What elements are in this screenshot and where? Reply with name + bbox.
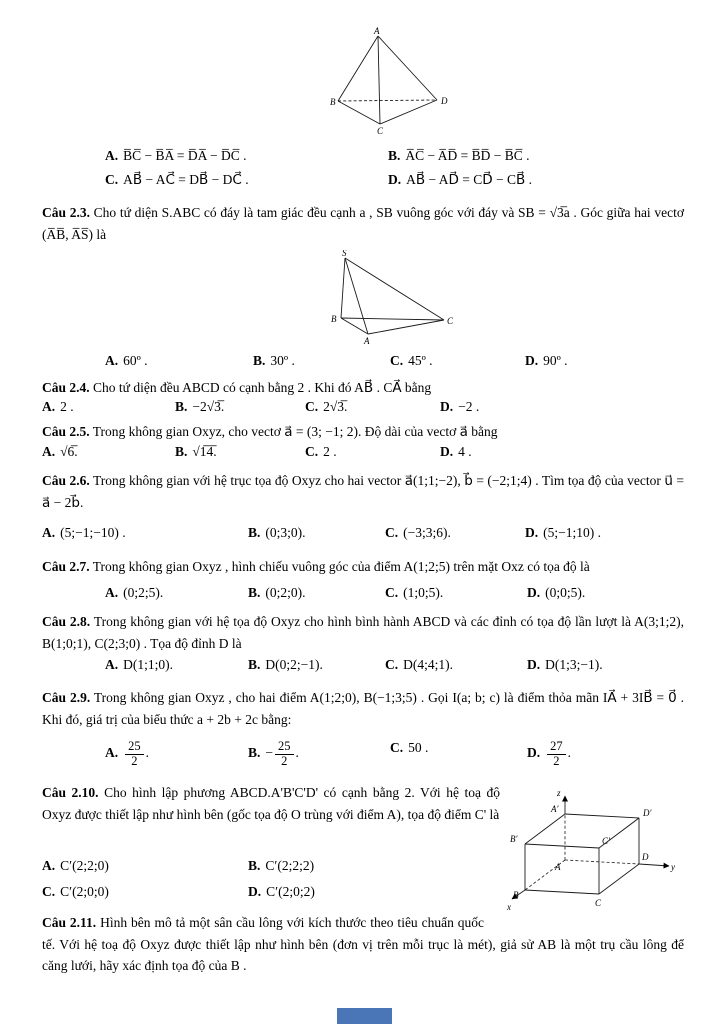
q28-options-row [0, 657, 724, 679]
option-text: √1̅4̅. [192, 444, 217, 459]
question-number: Câu 2.5. [42, 424, 90, 439]
question-number: Câu 2.6. [42, 473, 90, 488]
question-number: Câu 2.11. [42, 915, 97, 930]
option-text: AB⃗ − AC⃗ = DB⃗ − DC⃗ . [123, 172, 249, 187]
question-text: Cho hình lập phương ABCD.A'B'C'D' có cạnh bằng 2. Với hệ toạ độ Oxyz được thiết lập như hình bên (gốc tọa độ O trùng với điểm A), tọa độ điểm C' là [42, 785, 500, 822]
option-text: D(1;1;0). [123, 657, 173, 672]
option-text: √6̅. [60, 444, 78, 459]
vertex-label-b: B [331, 314, 337, 324]
option-text: D(4;4;1). [403, 657, 453, 672]
axis-label-x: x [507, 902, 511, 912]
vertex-label-b: B [513, 890, 519, 900]
q24-option-a [42, 399, 74, 415]
option-label: D. [388, 172, 402, 187]
option-label: C. [390, 740, 404, 755]
option-label: B. [175, 399, 188, 414]
option-label: B. [248, 858, 261, 873]
option-text: (5;−1;−10) . [60, 525, 126, 540]
question-text: Hình bên mô tả một sân cầu lông với kích thước theo tiêu chuẩn quốc tế. Với hệ toạ độ Oxyz được thiết lập như hình bên (đơn vị trên mỗi trục là mét), giả sử AB là một trụ cầu lông để căng lưới, hãy xác định tọa độ của B . [42, 915, 684, 973]
question-number: Câu 2.3. [42, 205, 90, 220]
question-2-5 [42, 421, 684, 443]
option-label: A. [105, 657, 119, 672]
option-label: C. [305, 399, 319, 414]
q22-option-d [388, 172, 532, 188]
option-text: . [295, 745, 299, 761]
fraction-denominator: 2 [281, 753, 288, 768]
option-text: 2 . [323, 444, 337, 459]
cube-visible-edges [525, 814, 639, 894]
q27-options-row [0, 585, 724, 607]
option-text: D(1;3;−1). [545, 657, 603, 672]
q210-option-a [42, 858, 109, 874]
question-2-4 [42, 377, 684, 399]
question-text: Trong không gian với hệ tọa độ Oxyz cho hình bình hành ABCD và các đỉnh có tọa độ lần lượt là A(3;1;2), B(1;0;1), C(2;3;0) . Tọa độ đỉnh D là [42, 614, 684, 651]
question-number: Câu 2.4. [42, 380, 90, 395]
vertex-label-a: A [364, 336, 370, 346]
q28-option-a [105, 657, 173, 673]
question-2-6 [42, 470, 684, 513]
option-text: (−3;3;6). [403, 525, 451, 540]
q29-option-b [248, 740, 299, 768]
fraction [547, 740, 566, 768]
option-label: A. [42, 525, 56, 540]
q27-option-b [248, 585, 306, 601]
option-label: D. [527, 657, 541, 672]
q26-option-c [385, 525, 451, 541]
question-text: Trong không gian với hệ trục tọa độ Oxyz cho hai vector a⃗(1;1;−2), b⃗ = (−2;1;4) . Tìm tọa độ của vector u⃗ = a⃗ − 2b⃗. [42, 473, 684, 510]
q210-option-d [248, 884, 315, 900]
option-text: (0;2;0). [265, 585, 306, 600]
vertex-label-c: C [447, 316, 454, 326]
option-label: C. [385, 525, 399, 540]
option-text: A̅C̅ − A̅D̅ = B̅D̅ − B̅C̅ . [405, 148, 530, 163]
vertex-label-a-prime: A′ [551, 804, 559, 814]
option-text: C′(2;0;2) [266, 884, 315, 899]
option-text: (5;−1;10) . [543, 525, 601, 540]
option-label: A. [42, 858, 56, 873]
q25-options-row [0, 444, 724, 466]
option-text: 2 . [60, 399, 74, 414]
axis-label-z: z [557, 788, 561, 798]
q23-option-d [525, 353, 568, 369]
q23-options-row [0, 353, 724, 375]
fraction-numerator: 25 [275, 740, 294, 755]
option-label: D. [440, 444, 454, 459]
tetrahedron-edges [341, 258, 444, 334]
option-label: B. [248, 745, 261, 761]
option-text: C′(2;0;0) [60, 884, 109, 899]
option-text: . [145, 745, 149, 761]
vertex-label-c: C [595, 898, 602, 908]
option-label: C. [390, 353, 404, 368]
option-text: 60º . [123, 353, 148, 368]
option-text: 50 . [408, 740, 429, 755]
vertex-label-d: D [441, 96, 448, 106]
badminton-court-figure-partial [337, 1008, 392, 1024]
q25-option-d [440, 444, 472, 460]
vertex-label-a: A [374, 26, 380, 36]
q22-option-b [388, 148, 530, 164]
option-text: . [567, 745, 571, 761]
q25-option-a [42, 444, 78, 460]
question-number: Câu 2.10. [42, 785, 99, 800]
q22-option-c [105, 172, 249, 188]
option-label: A. [42, 444, 56, 459]
option-label: B. [248, 585, 261, 600]
option-text: 45º . [408, 353, 433, 368]
fraction-denominator: 2 [553, 753, 560, 768]
option-text: −2√3̅. [192, 399, 225, 414]
tetrahedron-edges [338, 36, 437, 124]
q27-option-a [105, 585, 163, 601]
figure-wrap-spacer [484, 912, 684, 928]
option-text: 2√3̅. [323, 399, 348, 414]
question-text: Cho tứ diện đều ABCD có cạnh bằng 2 . Khi đó AB⃗ . CA⃗ bằng [89, 380, 432, 395]
q23-option-a [105, 353, 148, 369]
q210-option-c [42, 884, 109, 900]
q28-option-c [385, 657, 453, 673]
fraction [125, 740, 144, 768]
option-label: A. [42, 399, 56, 414]
option-label: B. [248, 525, 261, 540]
option-text: (0;3;0). [265, 525, 306, 540]
option-label: A. [105, 585, 119, 600]
question-text: Trong không gian Oxyz , cho hai điểm A(1;2;0), B(−1;3;5) . Gọi I(a; b; c) là điểm thỏa mãn IA⃗ + 3IB⃗ = 0⃗ . Khi đó, giá trị của biểu thức a + 2b + 2c bằng: [42, 690, 684, 727]
q26-options-row [0, 525, 724, 547]
q29-option-d [527, 740, 571, 768]
q29-options-row [0, 740, 724, 774]
fraction-numerator: 25 [125, 740, 144, 755]
option-text: C′(2;2;0) [60, 858, 109, 873]
option-text: −2 . [458, 399, 480, 414]
vertex-label-s: S [342, 250, 347, 258]
q210-options-row-1 [0, 858, 724, 880]
q24-options-row [0, 399, 724, 421]
vertex-label-b-prime: B′ [510, 834, 518, 844]
option-label: B. [253, 353, 266, 368]
figure-tetrahedron-abcd [330, 26, 450, 138]
option-text: (0;2;5). [123, 585, 164, 600]
q25-option-c [305, 444, 337, 460]
option-text: C′(2;2;2) [265, 858, 315, 873]
q28-option-b [248, 657, 323, 673]
option-text: D(0;2;−1). [265, 657, 323, 672]
option-label: C. [105, 172, 119, 187]
minus-sign: − [265, 745, 274, 761]
vertex-label-c-prime: C′ [602, 836, 610, 846]
q29-option-a [105, 740, 149, 768]
question-2-10 [42, 782, 500, 825]
q26-option-d [525, 525, 601, 541]
question-number: Câu 2.9. [42, 690, 91, 705]
q24-option-d [440, 399, 479, 415]
q28-option-d [527, 657, 603, 673]
vertex-label-c: C [377, 126, 384, 136]
question-number: Câu 2.7. [42, 559, 90, 574]
q26-option-a [42, 525, 126, 541]
q210-options-row-2 [0, 884, 724, 906]
option-label: B. [248, 657, 261, 672]
option-label: A. [105, 148, 119, 163]
q22-option-a [105, 148, 247, 164]
fraction-numerator: 27 [547, 740, 566, 755]
vertex-label-d: D [642, 852, 649, 862]
option-label: B. [388, 148, 401, 163]
q22-options-row-2 [0, 172, 724, 194]
option-label: C. [385, 585, 399, 600]
tetrahedron-abcd-drawing [330, 26, 450, 138]
option-text: 90º . [543, 353, 568, 368]
option-label: D. [248, 884, 262, 899]
option-label: B. [175, 444, 188, 459]
option-label: A. [105, 745, 119, 761]
q210-option-b [248, 858, 314, 874]
q24-option-b [175, 399, 224, 415]
option-text: AB⃗ − AD⃗ = CD⃗ − CB⃗ . [406, 172, 533, 187]
q24-option-c [305, 399, 347, 415]
question-text: Cho tứ diện S.ABC có đáy là tam giác đều cạnh a , SB vuông góc với đáy và SB = √3̅a . Góc giữa hai vectơ (A̅B̅, A̅S̅) là [42, 205, 685, 242]
tetrahedron-sabc-drawing [330, 250, 455, 346]
vertex-label-a: A [555, 862, 561, 872]
option-label: C. [385, 657, 399, 672]
axis-label-y: y [671, 862, 675, 872]
question-2-11 [42, 912, 684, 977]
option-label: C. [305, 444, 319, 459]
question-text: Trong không gian Oxyz, cho vectơ a⃗ = (3; −1; 2). Độ dài của vectơ a⃗ bằng [89, 424, 498, 439]
option-text: 4 . [458, 444, 472, 459]
option-text: (1;0;5). [403, 585, 444, 600]
option-label: D. [527, 585, 541, 600]
q22-options-row-1 [0, 148, 724, 170]
option-label: D. [525, 525, 539, 540]
option-label: D. [525, 353, 539, 368]
option-text: B̅C̅ − B̅A̅ = D̅A̅ − D̅C̅ . [123, 148, 247, 163]
q27-option-d [527, 585, 585, 601]
fraction-denominator: 2 [131, 753, 138, 768]
figure-tetrahedron-sabc [330, 250, 455, 346]
fraction [275, 740, 294, 768]
q26-option-b [248, 525, 306, 541]
q23-option-b [253, 353, 295, 369]
question-2-3 [42, 202, 684, 245]
vertex-label-d-prime: D′ [643, 808, 652, 818]
q29-option-c [390, 740, 428, 756]
q25-option-b [175, 444, 217, 460]
option-label: D. [440, 399, 454, 414]
question-2-8 [42, 611, 684, 654]
q27-option-c [385, 585, 443, 601]
question-text: Trong không gian Oxyz , hình chiếu vuông góc của điểm A(1;2;5) trên mặt Oxz có tọa độ là [89, 559, 590, 574]
vertex-label-b: B [330, 97, 336, 107]
option-label: D. [527, 745, 541, 761]
q23-option-c [390, 353, 433, 369]
question-number: Câu 2.8. [42, 614, 91, 629]
option-text: 30º . [270, 353, 295, 368]
question-2-9 [42, 687, 684, 730]
option-text: (0;0;5). [545, 585, 586, 600]
question-2-7 [42, 556, 684, 578]
option-label: A. [105, 353, 119, 368]
option-label: C. [42, 884, 56, 899]
